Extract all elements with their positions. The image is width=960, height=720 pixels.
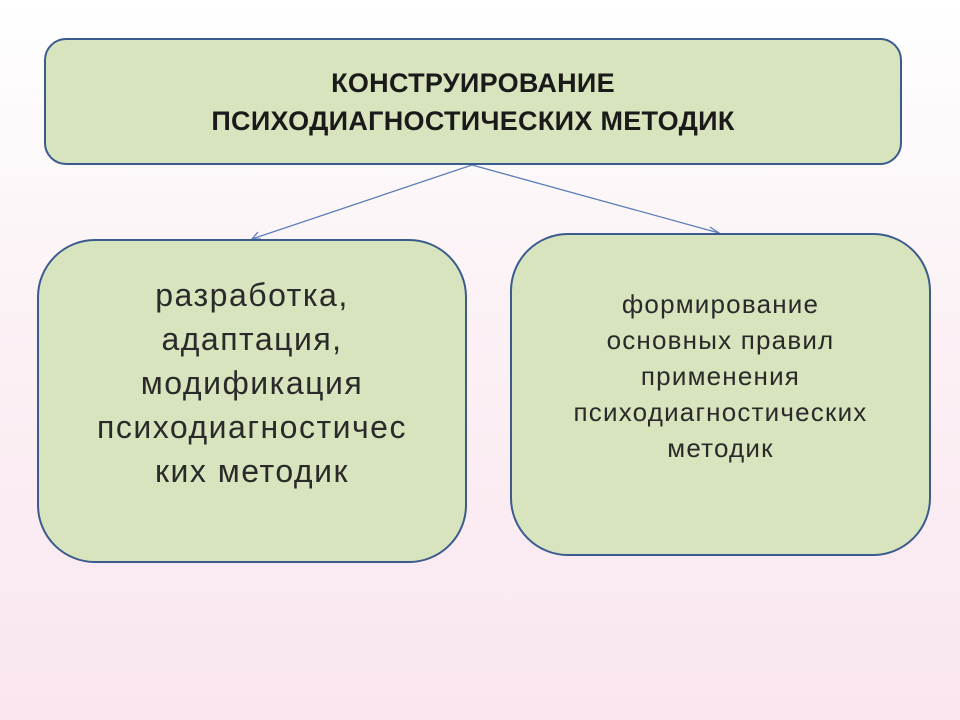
connector-right (472, 165, 719, 233)
root-node-label: КОНСТРУИРОВАНИЕ ПСИХОДИАГНОСТИЧЕСКИХ МЕТОДИК (211, 67, 735, 136)
child-node-rules (510, 233, 931, 556)
connector-left (252, 165, 472, 239)
child-node-development (37, 239, 467, 563)
child-node-development-label: разработка, адаптация, модификация психодиагностичес ких методик (97, 277, 407, 489)
child-node-rules-label: формирование основных правил применения психодиагностических методик (573, 288, 868, 463)
root-node (44, 38, 902, 165)
